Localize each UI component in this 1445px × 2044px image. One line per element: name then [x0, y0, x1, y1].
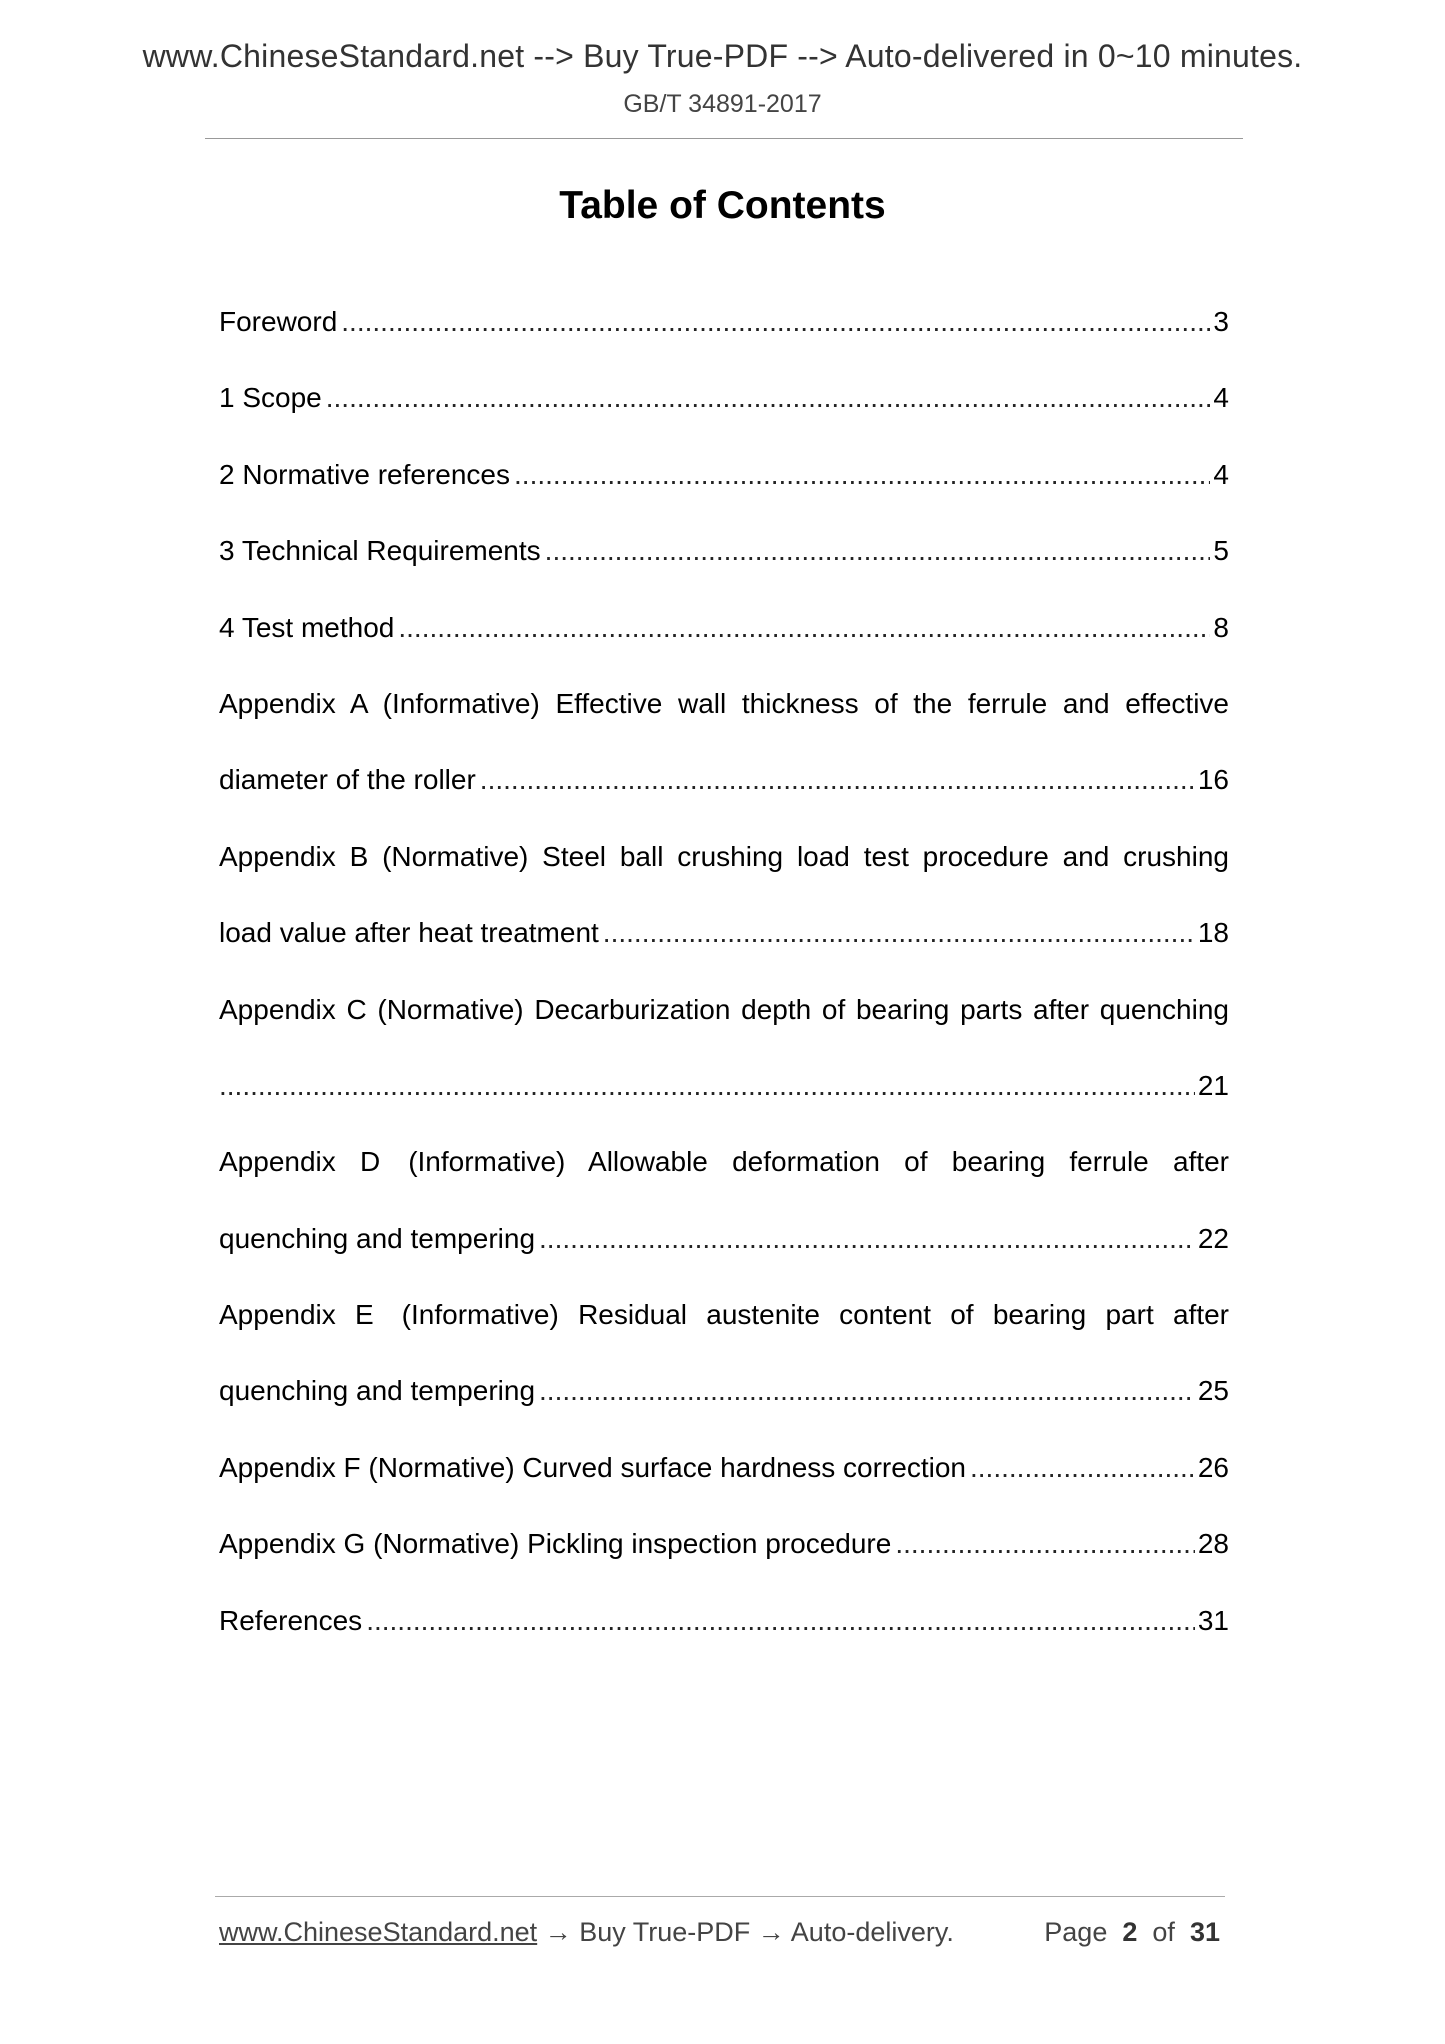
- toc-leader-dots: [219, 1058, 1195, 1114]
- page-label: Page: [1044, 1917, 1108, 1947]
- toc-entry-label: 3 Technical Requirements: [219, 535, 541, 567]
- toc-entry-appendix-e[interactable]: Appendix E (Informative) Residual austenite content of bearing part after: [219, 1299, 1229, 1331]
- footer-buy-text: Buy True-PDF: [579, 1917, 751, 1947]
- toc-leader-dots: [480, 752, 1195, 808]
- toc-page-number: 26: [1197, 1451, 1229, 1483]
- toc-entry-foreword[interactable]: [219, 294, 1229, 370]
- toc-page-number: 3: [1213, 306, 1229, 337]
- toc-leader-dots: [603, 905, 1195, 961]
- toc-leader-dots: [366, 1593, 1195, 1649]
- toc-entry-label: Appendix G (Normative) Pickling inspection procedure: [219, 1528, 892, 1560]
- toc-leader-dots: [341, 294, 1210, 350]
- footer-delivery-text: Auto-delivery.: [790, 1917, 954, 1947]
- toc-leader-dots: [545, 523, 1211, 579]
- toc-entry-test-method[interactable]: [219, 600, 1229, 676]
- standard-code: GB/T 34891-2017: [623, 90, 822, 118]
- footer-divider: [215, 1896, 1225, 1897]
- toc-entry-label: load value after heat treatment: [219, 917, 599, 949]
- toc-entry-label: 1 Scope: [219, 382, 322, 414]
- toc-entry-technical-requirements[interactable]: [219, 523, 1229, 599]
- toc-entry-label: diameter of the roller: [219, 764, 476, 796]
- toc-entry-appendix-b-cont[interactable]: [219, 905, 1229, 981]
- toc-entry-appendix-a[interactable]: Appendix A (Informative) Effective wall thickness of the ferrule and effective: [219, 687, 1229, 719]
- toc-entry-label: quenching and tempering: [219, 1222, 536, 1254]
- toc-entry-label: Foreword: [219, 306, 338, 337]
- page-indicator: [1044, 1917, 1220, 1948]
- toc-page-number: 8: [1213, 611, 1229, 643]
- toc-leader-dots: [895, 1516, 1195, 1572]
- toc-page-number: 25: [1197, 1375, 1229, 1407]
- page-of: of: [1152, 1917, 1175, 1947]
- toc-entry-appendix-d-cont[interactable]: [219, 1211, 1229, 1287]
- toc-entry-appendix-d[interactable]: Appendix D (Informative) Allowable deformation of bearing ferrule after: [219, 1146, 1229, 1178]
- toc-entry-label: quenching and tempering: [219, 1375, 536, 1407]
- toc-leader-dots: [970, 1440, 1195, 1496]
- toc-page-number: 18: [1197, 917, 1229, 949]
- arrow-icon: →: [757, 1917, 785, 1947]
- page-total: 31: [1189, 1917, 1220, 1947]
- toc-page-number: 5: [1213, 535, 1229, 567]
- toc-page-number: 28: [1197, 1528, 1229, 1560]
- toc-leader-dots: [326, 370, 1211, 426]
- toc-entry-label: Appendix F (Normative) Curved surface hardness correction: [219, 1451, 966, 1483]
- page-current: 2: [1122, 1917, 1138, 1947]
- toc-page-number: 4: [1213, 382, 1229, 414]
- footer-site-link[interactable]: www.ChineseStandard.net: [219, 1917, 538, 1947]
- toc-page-number: 16: [1197, 764, 1229, 796]
- toc-entry-appendix-c-cont[interactable]: [219, 1058, 1229, 1134]
- toc-entry-label: References: [219, 1604, 363, 1636]
- toc-page-number: 21: [1197, 1069, 1229, 1101]
- toc-leader-dots: [539, 1211, 1195, 1267]
- toc-entry-appendix-f[interactable]: [219, 1440, 1229, 1516]
- toc-entry-appendix-c[interactable]: Appendix C (Normative) Decarburization depth of bearing parts after quenching: [219, 993, 1229, 1025]
- toc-entry-label: 4 Test method: [219, 611, 395, 643]
- header-divider: [205, 138, 1243, 139]
- toc-entry-scope[interactable]: [219, 370, 1229, 446]
- toc-entry-references[interactable]: [219, 1593, 1229, 1669]
- toc-entry-normative-references[interactable]: [219, 447, 1229, 523]
- toc-leader-dots: [514, 447, 1210, 503]
- toc-entry-appendix-g[interactable]: [219, 1516, 1229, 1592]
- toc-entry-appendix-e-cont[interactable]: [219, 1363, 1229, 1439]
- toc-entry-appendix-b[interactable]: Appendix B (Normative) Steel ball crushing load test procedure and crushing: [219, 840, 1229, 872]
- footer-promo: [219, 1917, 954, 1948]
- header-banner: www.ChineseStandard.net --> Buy True-PDF --> Auto-delivered in 0~10 minutes.: [142, 38, 1303, 74]
- toc-page-number: 31: [1197, 1604, 1229, 1636]
- table-of-contents: [219, 294, 1229, 1669]
- toc-leader-dots: [398, 600, 1210, 656]
- toc-entry-appendix-a-cont[interactable]: [219, 752, 1229, 828]
- arrow-icon: →: [544, 1917, 572, 1947]
- toc-page-number: 22: [1197, 1222, 1229, 1254]
- toc-entry-label: 2 Normative references: [219, 458, 511, 490]
- page-title: Table of Contents: [559, 184, 886, 227]
- toc-leader-dots: [539, 1363, 1195, 1419]
- toc-page-number: 4: [1213, 458, 1229, 490]
